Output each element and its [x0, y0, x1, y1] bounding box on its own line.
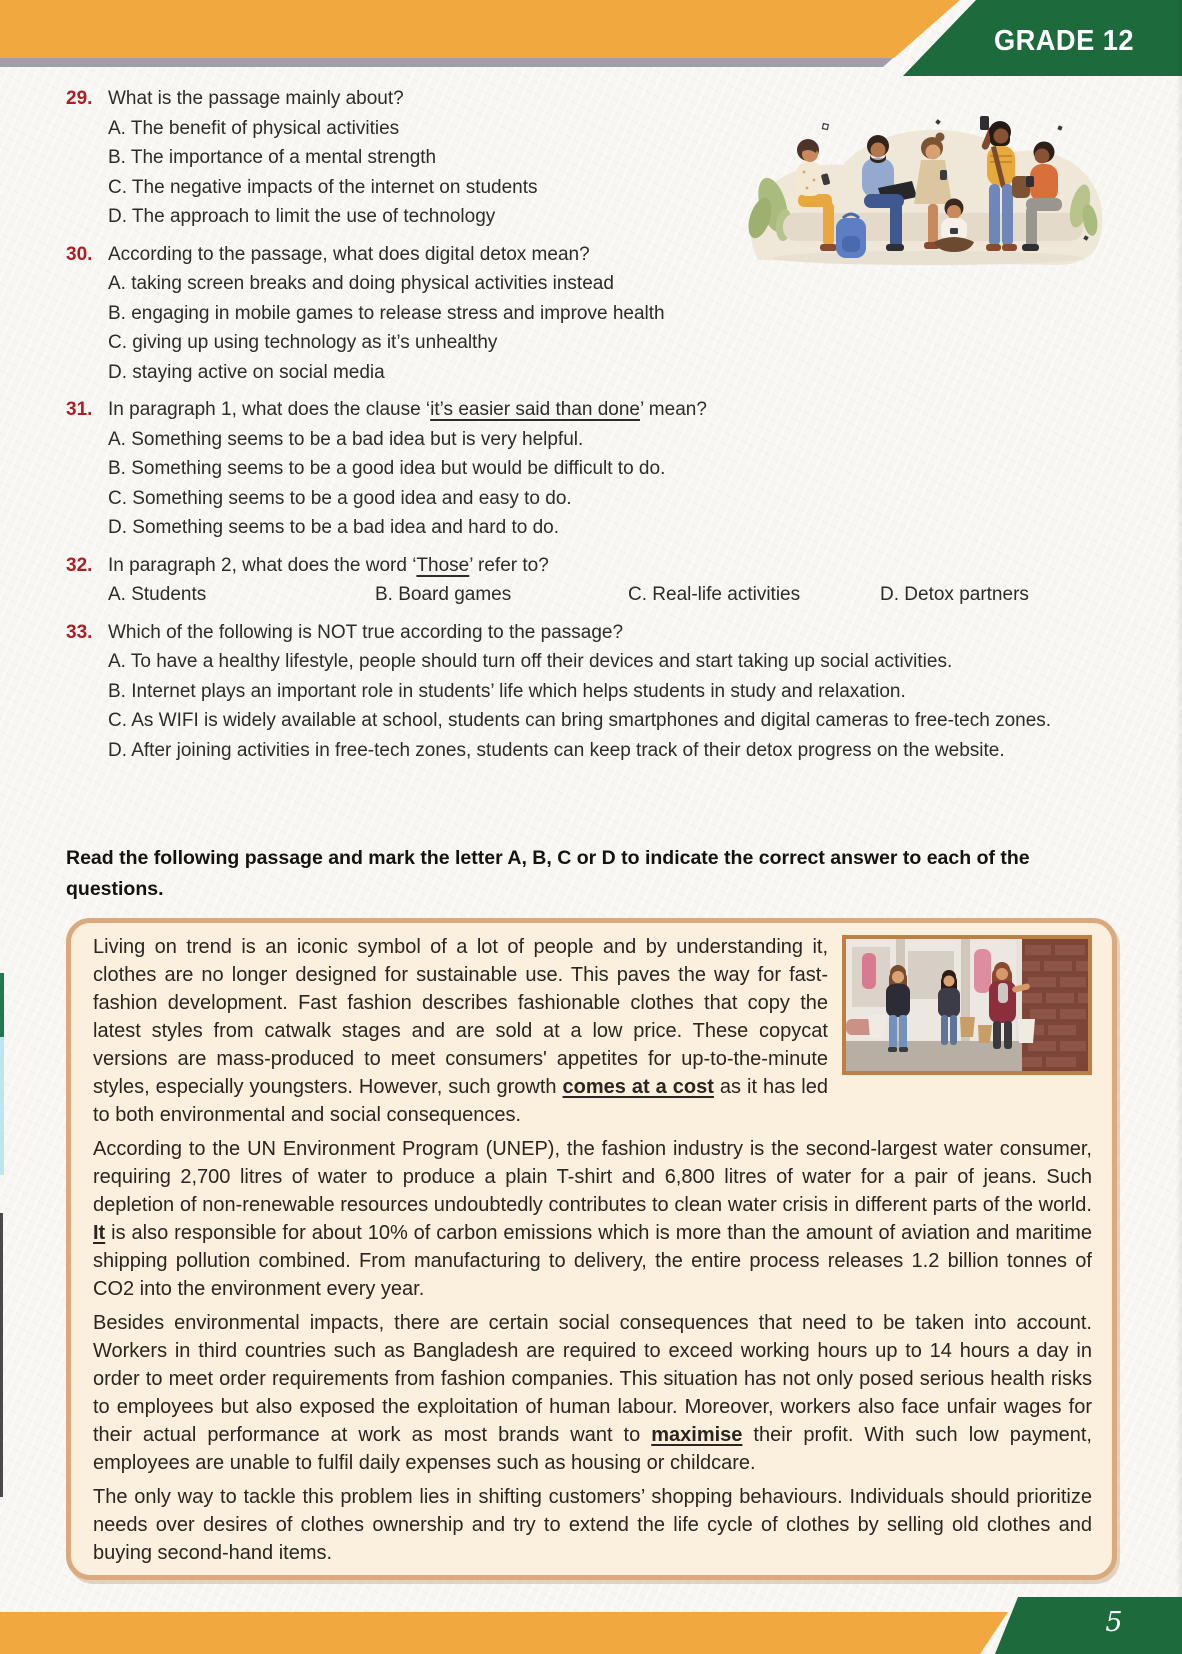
- text-segment: ’ refer to?: [469, 554, 549, 576]
- passage-paragraph-3: [93, 1309, 1092, 1477]
- option-B: B. Something seems to be a good idea but would be difficult to do.: [108, 458, 666, 479]
- option-B: B. The importance of a mental strength: [108, 147, 437, 168]
- underlined-text: it’s easier said than done: [430, 399, 641, 420]
- text-segment: Which of the following is NOT true according to the passage?: [108, 621, 624, 643]
- option-D: D. The approach to limit the use of technology: [108, 206, 496, 227]
- question-prompt: [108, 395, 1078, 425]
- passage-paragraph-4: [93, 1483, 1092, 1567]
- header-gray-strip: [0, 58, 900, 67]
- bold-underlined-text: maximise: [651, 1424, 743, 1446]
- option-C: C. giving up using technology as it’s unhealthy: [108, 332, 498, 353]
- question-number: 32.: [66, 554, 93, 576]
- question-prompt: [108, 618, 1078, 648]
- option-C: C. Something seems to be a good idea and easy to do.: [108, 487, 572, 509]
- text-segment: Besides environmental impacts, there are certain social consequences that need to be taken into account. Workers in third countries such as Bangladesh are required to exceed working hours up to 14 hours a day in order to meet order requirements from fashion companies. This situation has not only posed serious health risks to employees but also exposed the exploitation of human labour. Moreover, workers also face unfair wages for their actual performance at work as most brands want to: [93, 1312, 1092, 1446]
- passage-box: [66, 918, 1117, 1580]
- option-B: B. Board games: [375, 584, 512, 605]
- option-A: A. To have a healthy lifestyle, people should turn off their devices and start taking up social activities.: [108, 651, 953, 672]
- backpack: [836, 214, 866, 258]
- option-C: C. The negative impacts of the internet on students: [108, 176, 538, 198]
- question-32: [66, 551, 1078, 610]
- question-number: 31.: [66, 399, 93, 420]
- text-segment: as it has led to both environmental and social consequences.: [93, 1076, 828, 1126]
- text-segment: The only way to tackle this problem lies in shifting customers’ shopping behaviours. Individuals should prioritize needs over desires of clothes ownership and try to extend the life cycle of clothes by selling old clothes and buying second-hand items.: [93, 1486, 1092, 1564]
- text-segment: ’ mean?: [640, 399, 707, 420]
- page-number: 5: [1105, 1607, 1123, 1638]
- option-A: A. taking screen breaks and doing physical activities instead: [108, 273, 614, 294]
- header-orange-band: [0, 0, 960, 58]
- option-A: A. Students: [108, 584, 207, 605]
- question-number: 33.: [66, 621, 93, 643]
- section-instruction: Read the following passage and mark the letter A, B, C or D to indicate the correct answer to each of the questions.: [66, 847, 1030, 900]
- option-D: D. Something seems to be a bad idea and hard to do.: [108, 517, 560, 538]
- grade-badge: GRADE 12: [993, 25, 1135, 57]
- women-shopping-photo: [842, 935, 1092, 1075]
- text-segment: is also responsible for about 10% of carbon emissions which is more than the amount of aviation and maritime shipping pollution combined. From manufacturing to delivery, the entire process releases 1.2 billion tonnes of CO2 into the environment every year.: [93, 1222, 1092, 1300]
- text-segment: Living on trend is an iconic symbol of a lot of people and by understanding it, clothes are no longer designed for sustainable use. This paves the way for fast-fashion development. Fast fashion describes fashionable clothes that copy the latest styles from catwalk stages and are sold at a low price. These copycat versions are mass-produced to meet consumers' appetites for up-to-the-minute styles, especially youngsters. However, such growth: [93, 936, 828, 1098]
- option-B: B. Internet plays an important role in students’ life which helps students in study and relaxation.: [108, 680, 906, 702]
- bold-underlined-text: It: [93, 1222, 106, 1244]
- option-C: C. Real-life activities: [628, 584, 801, 605]
- brick-wall: [1022, 939, 1088, 1071]
- question-31: [66, 395, 1078, 543]
- page-edge-dark-strip: [0, 1213, 3, 1497]
- option-A: A. Something seems to be a bad idea but is very helpful.: [108, 428, 584, 450]
- question-prompt: [108, 551, 1078, 581]
- page-edge-green-strip: [0, 973, 4, 1037]
- text-segment: According to the UN Environment Program (UNEP), the fashion industry is the second-largest water consumer, requiring 2,700 litres of water to produce a plain T-shirt and 6,800 litres of water for a pair of jeans. Such depletion of non-renewable resources undoubtedly contributes to clean water crisis in different parts of the world.: [93, 1138, 1092, 1216]
- passage-paragraph-2: [93, 1135, 1092, 1303]
- text-segment: their profit. With such low payment, employees are unable to fulfil daily expenses such as housing or childcare.: [93, 1424, 1092, 1474]
- question-33: [66, 618, 1078, 766]
- question-number: 30.: [66, 243, 93, 265]
- text-segment: What is the passage mainly about?: [108, 88, 404, 109]
- people-using-devices-graphic: [728, 110, 1123, 310]
- option-D: D. Detox partners: [880, 584, 1029, 605]
- option-C: C. As WIFI is widely available at school, students can bring smartphones and digital cameras to free-tech zones.: [108, 710, 1052, 731]
- text-segment: According to the passage, what does digital detox mean?: [108, 243, 590, 265]
- footer-orange-band: [0, 1612, 1012, 1654]
- text-segment: In paragraph 2, what does the word ‘: [108, 554, 417, 576]
- women-shopping-graphic: [846, 939, 1088, 1071]
- passage-paragraphs: [93, 933, 1092, 1567]
- options: [108, 647, 1078, 765]
- option-D: D. staying active on social media: [108, 361, 385, 383]
- option-D: D. After joining activities in free-tech zones, students can keep track of their detox progress on the website.: [108, 739, 1005, 761]
- options: [108, 580, 1078, 610]
- option-B: B. engaging in mobile games to release stress and improve health: [108, 302, 665, 324]
- option-A: A. The benefit of physical activities: [108, 117, 400, 139]
- underlined-text: Those: [416, 554, 470, 576]
- bold-underlined-text: comes at a cost: [562, 1076, 714, 1098]
- page-edge-shadow: [1176, 0, 1182, 1654]
- options: [108, 425, 1078, 543]
- people-using-devices-illustration: [728, 110, 1123, 310]
- text-segment: In paragraph 1, what does the clause ‘: [108, 399, 431, 420]
- question-number: 29.: [66, 88, 93, 109]
- page-edge-blue-strip: [0, 1037, 4, 1175]
